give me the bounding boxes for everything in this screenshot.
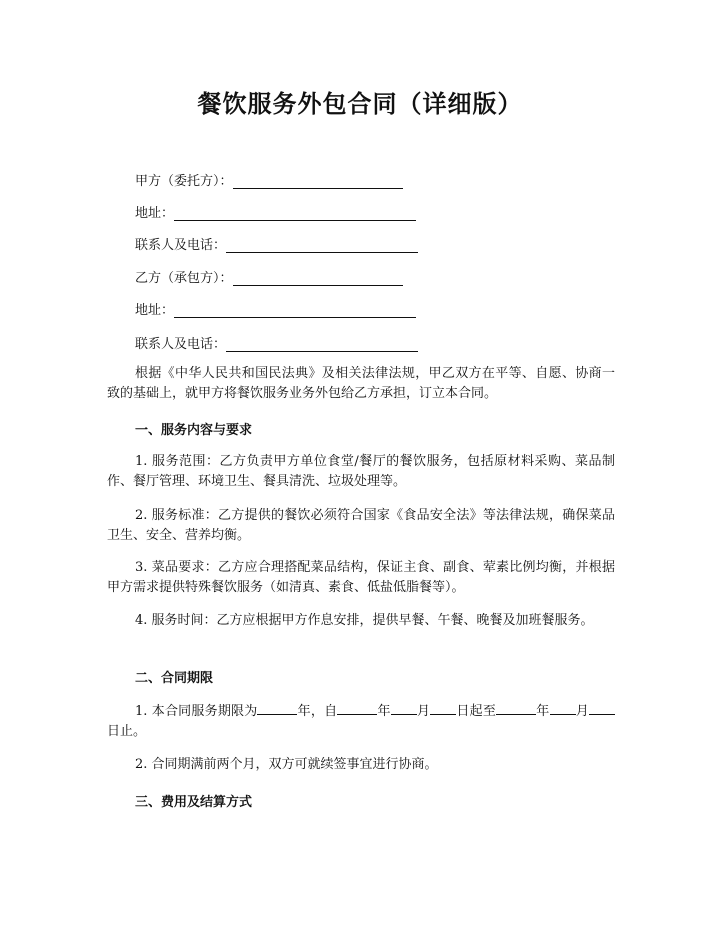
section-2-clause-2: 2. 合同期满前两个月，双方可就续签事宜进行协商。: [135, 757, 438, 772]
start-year-blank[interactable]: [337, 701, 377, 715]
end-month-blank[interactable]: [550, 701, 576, 715]
clause-text: 年: [377, 704, 391, 719]
end-year-blank[interactable]: [496, 701, 536, 715]
party-b-address-field: [135, 299, 416, 318]
party-b-blank[interactable]: [233, 271, 403, 286]
preamble-paragraph: 根据《中华人民共和国民法典》及相关法律法规，甲乙双方在平等、自愿、协商一致的基础上，就甲方将餐饮服务业务外包给乙方承担，订立本合同。: [107, 366, 615, 401]
field-label: 地址：: [135, 303, 175, 318]
section-1-item-3: 3. 菜品要求：乙方应合理搭配菜品结构，保证主食、副食、荤素比例均衡，并根据甲方需求提供特殊餐饮服务（如清真、素食、低盐低脂餐等）。: [107, 560, 615, 595]
clause-text: 日止。: [107, 724, 147, 739]
party-a-contact-field: [135, 234, 418, 253]
party-a-contact-blank[interactable]: [226, 238, 418, 253]
section-1-item-1: 1. 服务范围：乙方负责甲方单位食堂/餐厅的餐饮服务，包括原材料采购、菜品制作、餐厅管理、环境卫生、餐具清洗、垃圾处理等。: [107, 454, 615, 489]
field-label: 甲方（委托方）：: [135, 174, 233, 189]
section-3-heading: 三、费用及结算方式: [135, 795, 253, 810]
party-b-contact-blank[interactable]: [226, 337, 418, 352]
clause-text: 年: [536, 704, 550, 719]
party-a-address-field: [135, 202, 416, 221]
clause-text: 月: [575, 704, 589, 719]
section-1-heading: 一、服务内容与要求: [135, 423, 253, 438]
end-day-blank[interactable]: [589, 701, 615, 715]
party-b-address-blank[interactable]: [174, 303, 416, 318]
party-b-field: [135, 267, 403, 286]
clause-text: 年，自: [297, 704, 338, 719]
section-1-item-4: 4. 服务时间：乙方应根据甲方作息安排，提供早餐、午餐、晚餐及加班餐服务。: [135, 613, 594, 628]
field-label: 地址：: [135, 206, 175, 221]
clause-text: 1. 本合同服务期限为: [135, 704, 258, 719]
section-2-heading: 二、合同期限: [135, 671, 214, 686]
clause-text: 日起至: [456, 704, 497, 719]
party-a-field: [135, 170, 403, 189]
start-day-blank[interactable]: [430, 701, 456, 715]
field-label: 联系人及电话：: [135, 337, 227, 352]
document-title: 餐饮服务外包合同（详细版）: [197, 89, 523, 118]
field-label: 乙方（承包方）：: [135, 271, 233, 286]
party-a-blank[interactable]: [233, 174, 403, 189]
years-blank[interactable]: [257, 701, 297, 715]
clause-text: 月: [416, 704, 431, 719]
start-month-blank[interactable]: [391, 701, 417, 715]
section-2-clause-1: [107, 701, 615, 742]
party-a-address-blank[interactable]: [174, 206, 416, 221]
section-1-item-2: 2. 服务标准：乙方提供的餐饮必须符合国家《食品安全法》等法律法规，确保菜品卫生、安全、营养均衡。: [107, 508, 615, 543]
party-b-contact-field: [135, 333, 418, 352]
field-label: 联系人及电话：: [135, 238, 227, 253]
